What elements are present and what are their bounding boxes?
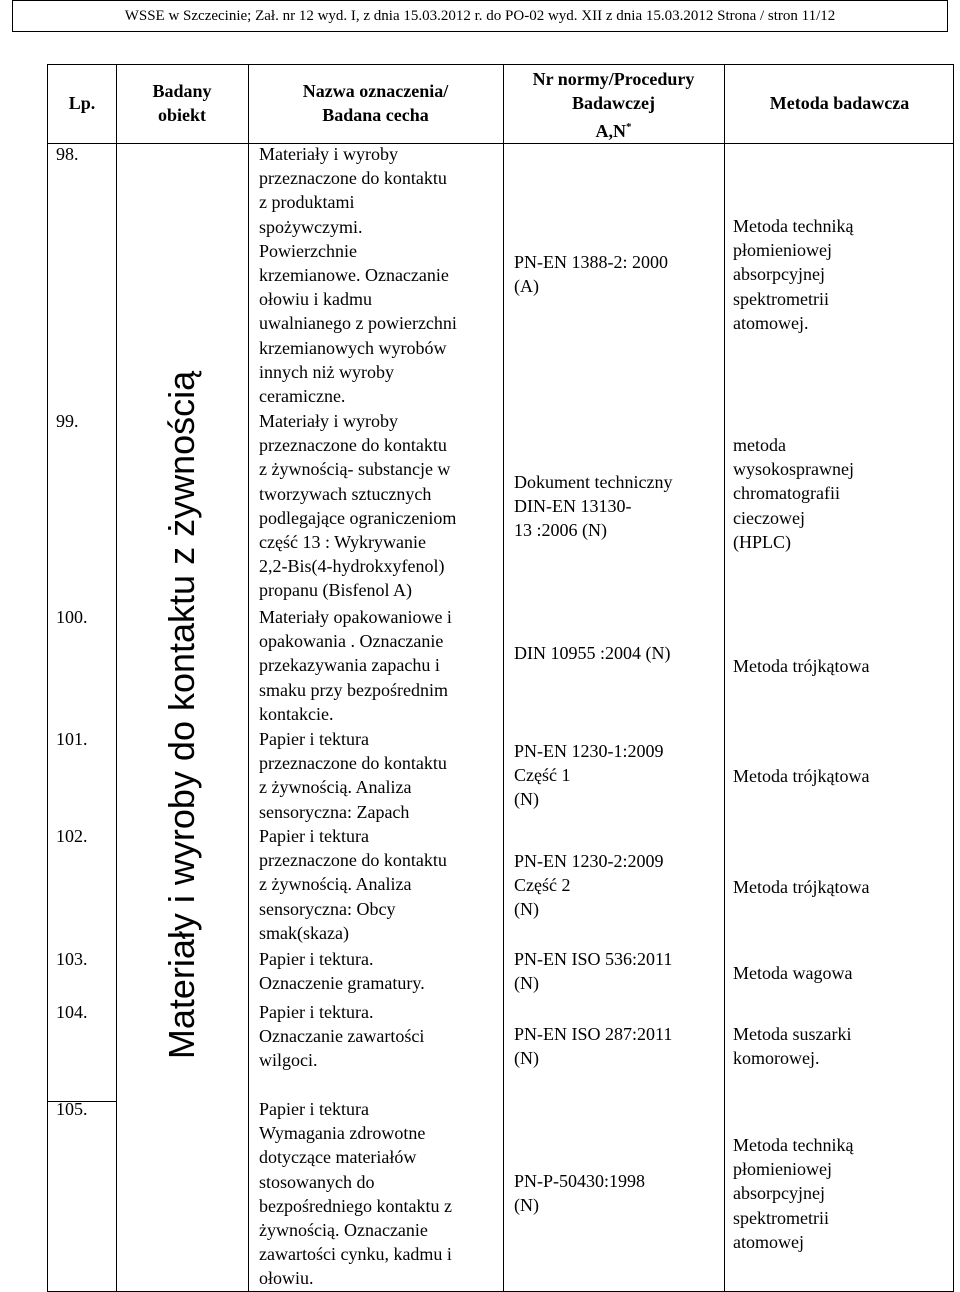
object-group-label: Materiały i wyroby do kontaktu z żywnością [161, 370, 202, 1060]
col-header-name: Nazwa oznaczenia/ Badana cecha [302, 81, 449, 126]
row-norm: DIN 10955 :2004 (N) [514, 643, 671, 663]
row-test-name: Papier i tektura Wymagania zdrowotne dotyczące materiałów stosowanych do bezpośredniego kontaktu z żywnością. Oznaczanie zawartości cynku, kadmu i ołowiu. [259, 1099, 452, 1289]
row-number: 99. [56, 411, 79, 431]
row-test-name: Papier i tektura przeznaczone do kontaktu z żywnością. Analiza sensoryczna: Zapach [259, 729, 447, 822]
column-divider [503, 65, 504, 1291]
row-norm: PN-EN ISO 287:2011 (N) [514, 1024, 673, 1069]
row-number: 101. [56, 729, 88, 749]
row-test-name: Papier i tektura. Oznaczanie zawartości wilgoci. [259, 1002, 425, 1071]
row-norm: PN-EN 1230-1:2009 Część 1 (N) [514, 741, 664, 810]
column-divider [116, 65, 117, 1291]
row-norm: PN-EN ISO 536:2011 (N) [514, 949, 673, 994]
norm-footnote-mark: * [626, 121, 632, 134]
row-test-name: Papier i tektura przeznaczone do kontaktu z żywnością. Analiza sensoryczna: Obcy smak(skaza) [259, 826, 447, 943]
document-header [12, 0, 948, 32]
row-norm: Dokument techniczny DIN-EN 13130- 13 :2006 (N) [514, 472, 673, 541]
row-method: Metoda techniką płomieniowej absorpcyjnej spektrometrii atomowej. [733, 216, 854, 333]
row-norm: PN-P-50430:1998 (N) [514, 1171, 646, 1216]
row-method: Metoda trójkątowa [733, 877, 870, 897]
col-header-method: Metoda badawcza [769, 93, 910, 113]
row-method: Metoda wagowa [733, 963, 853, 983]
test-methods-table [47, 64, 954, 1292]
row-test-name: Papier i tektura. Oznaczenie gramatury. [259, 949, 425, 994]
row-method: Metoda techniką płomieniowej absorpcyjnej spektrometrii atomowej [733, 1135, 854, 1252]
row-number: 103. [56, 949, 88, 969]
row-number: 98. [56, 144, 79, 164]
row-method: Metoda suszarki komorowej. [733, 1024, 852, 1069]
row-test-name: Materiały opakowaniowe i opakowania . Oznaczanie przekazywania zapachu i smaku przy bezpośrednim kontakcie. [259, 607, 452, 724]
row-test-name: Materiały i wyroby przeznaczone do kontaktu z żywnością- substancje w tworzywach sztucznych podlegające ograniczeniom część 13 : Wykrywanie 2,2-Bis(4-hydrokxyfenol) propanu (Bisfenol A) [259, 411, 457, 601]
row-method: metoda wysokosprawnej chromatografii cieczowej (HPLC) [733, 435, 854, 552]
row-method: Metoda trójkątowa [733, 656, 870, 676]
row-number: 104. [56, 1002, 88, 1022]
row-number: 100. [56, 607, 88, 627]
header-divider [48, 143, 953, 144]
col-header-norm: Nr normy/Procedury Badawczej A,N* [532, 69, 695, 142]
header-text: WSSE w Szczecinie; Zał. nr 12 wyd. I, z dnia 15.03.2012 r. do PO-02 wyd. XII z dnia 15.03.2012 Strona / stron 11/12 [124, 8, 836, 24]
row-norm: PN-EN 1230-2:2009 Część 2 (N) [514, 851, 664, 920]
column-divider [724, 65, 725, 1291]
col-header-lp: Lp. [68, 93, 96, 113]
row-method: Metoda trójkątowa [733, 766, 870, 786]
row-number: 102. [56, 826, 88, 846]
column-divider [248, 65, 249, 1291]
row-norm: PN-EN 1388-2: 2000 (A) [514, 252, 668, 297]
row-test-name: Materiały i wyroby przeznaczone do kontaktu z produktami spożywczymi. Powierzchnie krzemianowe. Oznaczanie ołowiu i kadmu uwalnianego z powierzchni krzemianowych wyrobów innych niż wyroby ceramiczne. [259, 144, 457, 407]
col-header-object: Badany obiekt [152, 81, 212, 126]
row-number: 105. [56, 1099, 88, 1119]
